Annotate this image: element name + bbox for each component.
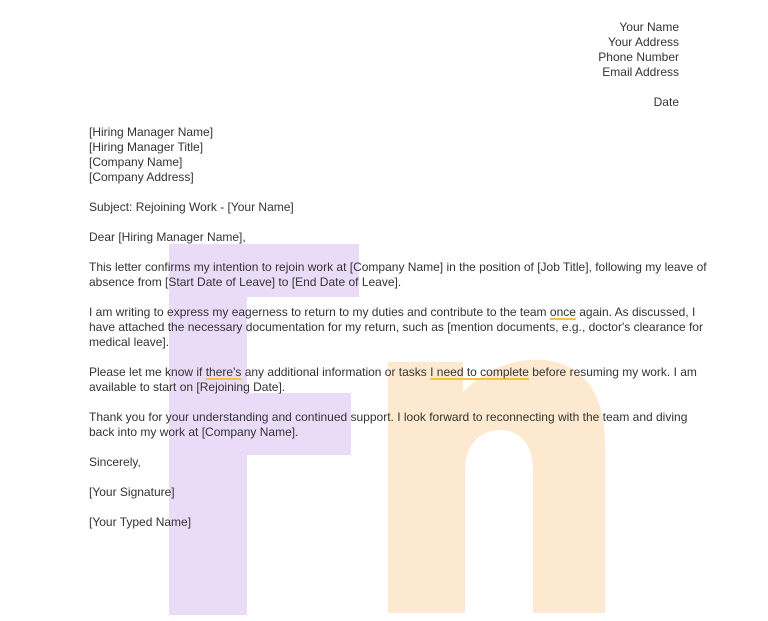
text-segment: any additional information or tasks <box>241 365 431 379</box>
recipient-title: [Hiring Manager Title] <box>89 140 204 154</box>
grammar-suggestion[interactable]: I need to complete <box>430 365 529 379</box>
text-segment: I am writing to express my eagerness to return to my duties and contribute to the team <box>89 305 550 319</box>
grammar-suggestion[interactable]: there's <box>205 365 242 379</box>
paragraph <box>89 410 709 455</box>
paragraph-line <box>89 275 709 290</box>
paragraph-line <box>89 410 709 425</box>
paragraph-line <box>89 320 709 335</box>
text-segment: back into my work at [Company Name]. <box>89 425 299 439</box>
text-segment: This letter confirms my intention to rejoin work at [Company Name] in the position of [Job Title], following my leave of <box>89 260 707 274</box>
text-segment: again. As discussed, I <box>575 305 696 319</box>
sender-address: Your Address <box>608 35 679 49</box>
letter-body <box>89 125 709 530</box>
paragraph-line <box>89 335 709 350</box>
text-segment: Please let me know if <box>89 365 206 379</box>
paragraph-line <box>89 260 709 275</box>
text-segment: have attached the necessary documentation for my return, such as [mention documents, e.g., doctor's clearance for <box>89 320 703 334</box>
sender-block <box>598 20 679 110</box>
paragraph-line <box>89 380 709 395</box>
paragraph <box>89 305 709 365</box>
closing: Sincerely, <box>89 455 141 469</box>
typed-name: [Your Typed Name] <box>89 515 192 529</box>
paragraph <box>89 260 709 305</box>
letter-date: Date <box>653 95 679 109</box>
recipient-address: [Company Address] <box>89 170 194 184</box>
paragraph-line <box>89 365 709 380</box>
recipient-company: [Company Name] <box>89 155 183 169</box>
paragraph-line <box>89 425 709 440</box>
recipient-name: [Hiring Manager Name] <box>89 125 214 139</box>
text-segment: medical leave]. <box>89 335 170 349</box>
signature: [Your Signature] <box>89 485 175 499</box>
sender-email: Email Address <box>602 65 679 79</box>
grammar-suggestion[interactable]: once <box>549 305 576 319</box>
text-segment: Thank you for your understanding and continued support. I look forward to reconnecting with the team and diving <box>89 410 688 424</box>
text-segment: before resuming my work. I am <box>528 365 697 379</box>
text-segment: absence from [Start Date of Leave] to [End Date of Leave]. <box>89 275 402 289</box>
subject-line: Subject: Rejoining Work - [Your Name] <box>89 200 294 214</box>
salutation: Dear [Hiring Manager Name], <box>89 230 246 244</box>
sender-phone: Phone Number <box>598 50 679 64</box>
text-segment: available to start on [Rejoining Date]. <box>89 380 286 394</box>
sender-name: Your Name <box>619 20 679 34</box>
paragraph <box>89 365 709 410</box>
paragraph-line <box>89 305 709 320</box>
